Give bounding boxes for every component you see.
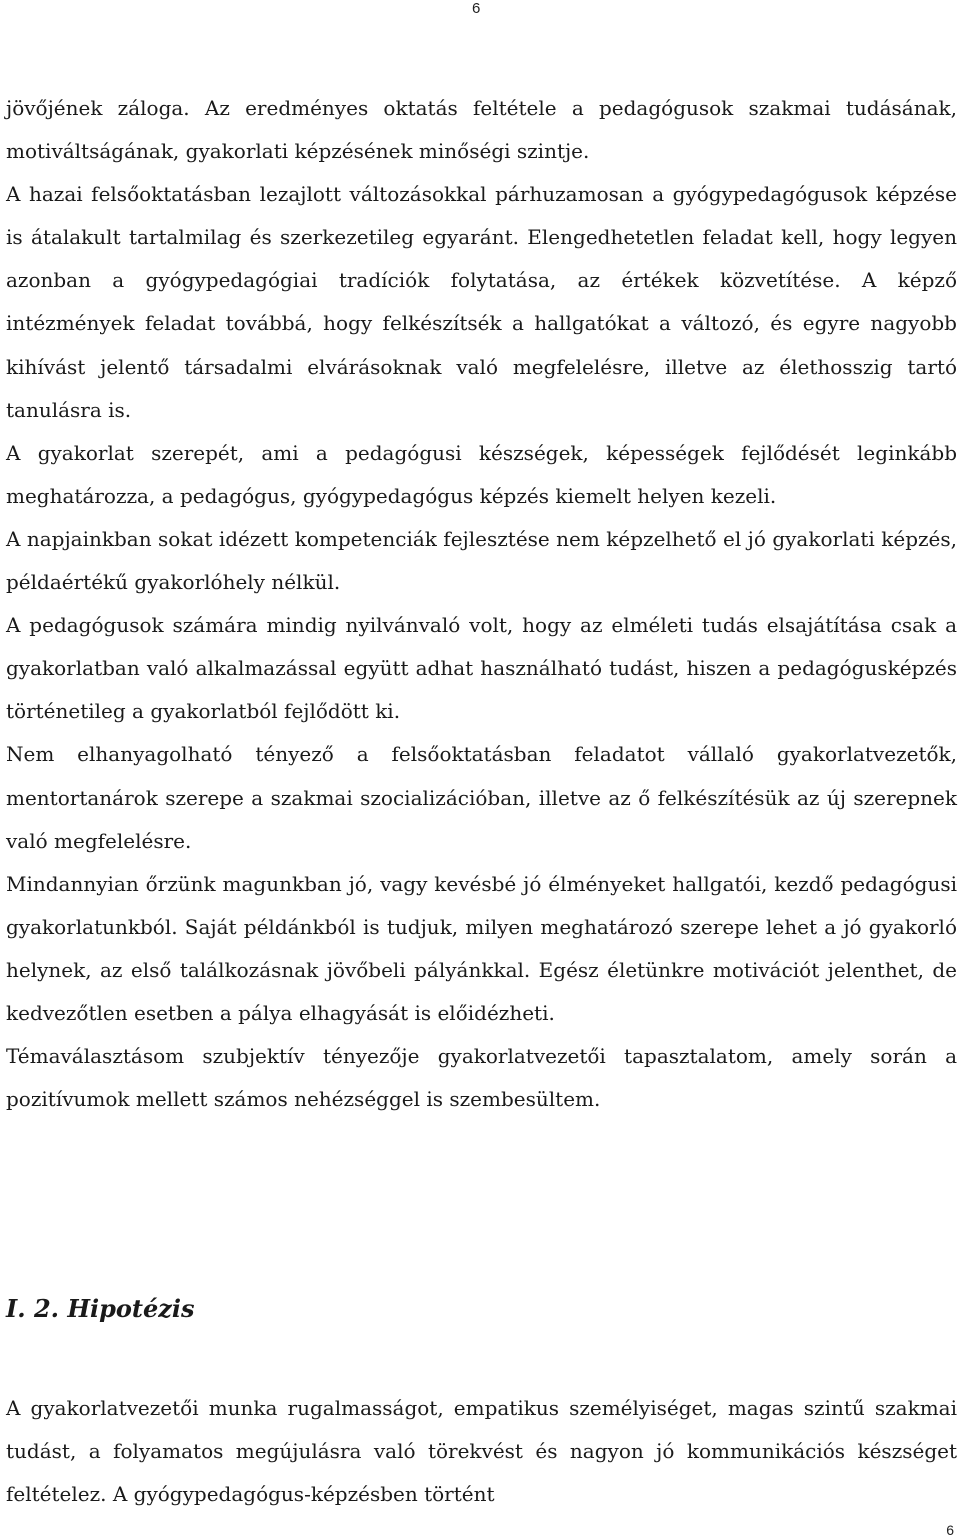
paragraph: A napjainkban sokat idézett kompetenciák fejlesztése nem képzelhető el jó gyakorlati képzés, példaértékű gyakorlóhely nélkül. [6, 526, 957, 595]
paragraph: Nem elhanyagolható tényező a felsőoktatásban feladatot vállaló gyakorlatvezetők, mentortanárok szerepe a szakmai szocializációban, illetve az ő felkészítésük az új szerepnek való megfelelésre. [6, 742, 957, 853]
page-number-bottom: 6 [946, 1522, 954, 1538]
paragraph: jövőjének záloga. Az eredményes oktatás feltétele a pedagógusok szakmai tudásának, motiváltságának, gyakorlati képzésének minőségi szintje. [6, 96, 957, 164]
page-number-top: 6 [472, 0, 481, 17]
section-heading: I. 2. Hipotézis [6, 1294, 195, 1323]
hypothesis-text-block [6, 1387, 957, 1516]
paragraph: A pedagógusok számára mindig nyilvánvaló volt, hogy az elméleti tudás elsajátítása csak a gyakorlatban való alkalmazással együtt adhat használható tudást, hiszen a pedagógusképzés történetileg a gyakorlatból fejlődött ki. [6, 613, 957, 724]
paragraph: A gyakorlatvezetői munka rugalmasságot, empatikus személyiséget, magas szintű szakmai tudást, a folyamatos megújulásra való törekvést és nagyon jó kommunikációs készséget feltételez. A gyógypedagógus-képzésben történt [6, 1396, 957, 1507]
paragraph: A gyakorlat szerepét, ami a pedagógusi készségek, képességek fejlődését leginkább meghatározza, a pedagógus, gyógypedagógus képzés kiemelt helyen kezeli. [6, 440, 957, 508]
paragraph: A hazai felsőoktatásban lezajlott változásokkal párhuzamosan a gyógypedagógusok képzése is átalakult tartalmilag és szerkezetileg egyaránt. Elengedhetetlen feladat kell, hogy legyen azonban a gyógypedagógiai tradíciók folytatása, az értékek közvetítése. A képző intézmények feladat továbbá, hogy felkészítsék a hallgatókat a változó, és egyre nagyobb kihívást jelentő társadalmi elvárásoknak való megfelelésre, illetve az élethosszig tartó tanulásra is. [6, 182, 957, 422]
paragraph: Témaválasztásom szubjektív tényezője gyakorlatvezetői tapasztalatom, amely során a pozitívumok mellett számos nehézséggel is szembesültem. [6, 1044, 957, 1112]
paragraph: Mindannyian őrzünk magunkban jó, vagy kevésbé jó élményeket hallgatói, kezdő pedagógusi gyakorlatunkból. Saját példánkból is tudjuk, milyen meghatározó szerepe lehet a jó gyakorló helynek, az első találkozásnak jövőbeli pályánkkal. Egész életünkre motivációt jelenthet, de kedvezőtlen esetben a pálya elhagyását is előidézheti. [6, 871, 957, 1025]
body-text [6, 87, 957, 1121]
